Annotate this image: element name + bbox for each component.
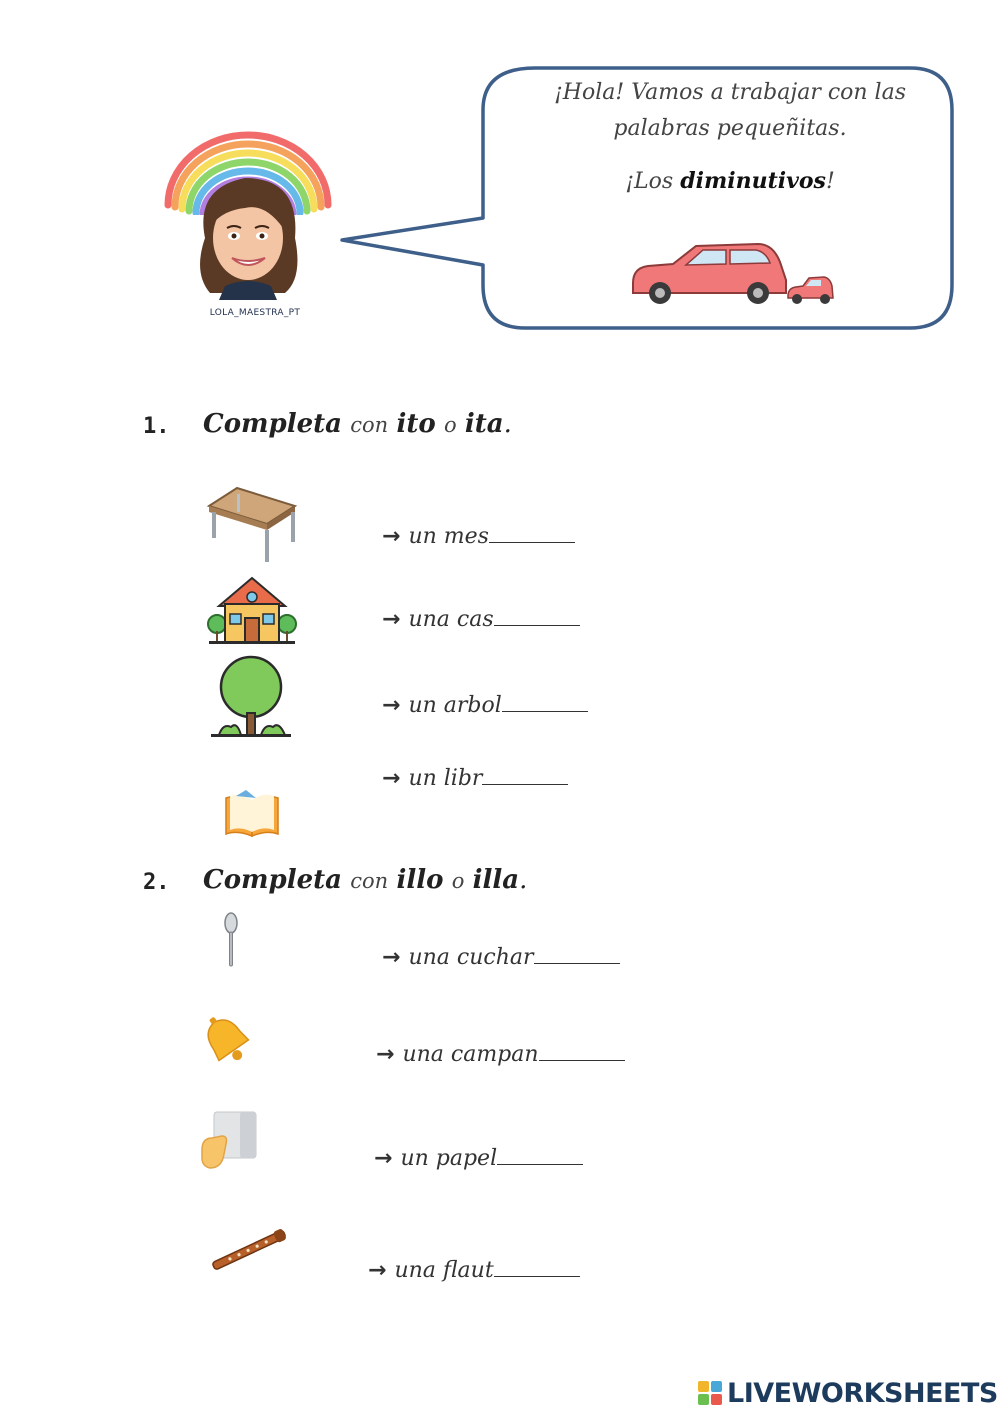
arrow-icon: →	[382, 766, 401, 791]
exercise-2-row-3: → un papel	[374, 1146, 583, 1171]
arrow-icon: →	[376, 1042, 395, 1067]
exercise-1-row-3: → un arbol	[382, 693, 588, 718]
answer-blank[interactable]	[502, 693, 588, 712]
exercise-1-row-2: → una cas	[382, 607, 580, 632]
arrow-icon: →	[382, 607, 401, 632]
spoon-icon	[218, 912, 244, 968]
answer-blank[interactable]	[494, 1258, 580, 1277]
section-2-title: Completa con illo o illa.	[203, 865, 528, 895]
cars-icon	[628, 238, 838, 313]
footer-brand-text: LIVEWORKSHEETS	[727, 1377, 998, 1409]
house-icon	[207, 576, 297, 646]
paper-icon	[200, 1110, 260, 1172]
exercise-2-row-1: → una cuchar	[382, 945, 620, 970]
bubble-line-1: ¡Hola! Vamos a trabajar con las	[553, 80, 907, 105]
bubble-line-2: palabras pequeñitas.	[613, 116, 847, 141]
keyword-diminutivos: diminutivos	[680, 168, 826, 194]
exercise-2-row-2: → una campan	[376, 1042, 625, 1067]
bubble-line-3: ¡Los diminutivos!	[625, 168, 835, 194]
arrow-icon: →	[374, 1146, 393, 1171]
answer-blank[interactable]	[534, 945, 620, 964]
bell-icon	[198, 1012, 258, 1070]
teacher-label: LOLA_MAESTRA_PT	[209, 308, 301, 318]
answer-blank[interactable]	[482, 766, 568, 785]
section-1-title: Completa con ito o ita.	[203, 409, 512, 439]
arrow-icon: →	[382, 693, 401, 718]
answer-blank[interactable]	[539, 1042, 625, 1061]
book-icon	[222, 790, 282, 840]
exercise-1-row-4: → un libr	[382, 766, 568, 791]
arrow-icon: →	[382, 524, 401, 549]
answer-blank[interactable]	[494, 607, 580, 626]
teacher-avatar	[185, 168, 310, 300]
answer-blank[interactable]	[489, 524, 575, 543]
answer-blank[interactable]	[497, 1146, 583, 1165]
footer-brand-bar	[697, 1376, 998, 1410]
exercise-1-row-1: → un mes	[382, 524, 575, 549]
arrow-icon: →	[382, 945, 401, 970]
exercise-2-row-4: → una flaut	[368, 1258, 580, 1283]
tree-icon	[209, 655, 294, 740]
flute-icon	[208, 1224, 290, 1276]
section-2-number: 2.	[143, 870, 170, 895]
table-icon	[207, 486, 297, 566]
liveworksheets-logo-icon	[697, 1380, 723, 1406]
arrow-icon: →	[368, 1258, 387, 1283]
section-1-number: 1.	[143, 414, 170, 439]
